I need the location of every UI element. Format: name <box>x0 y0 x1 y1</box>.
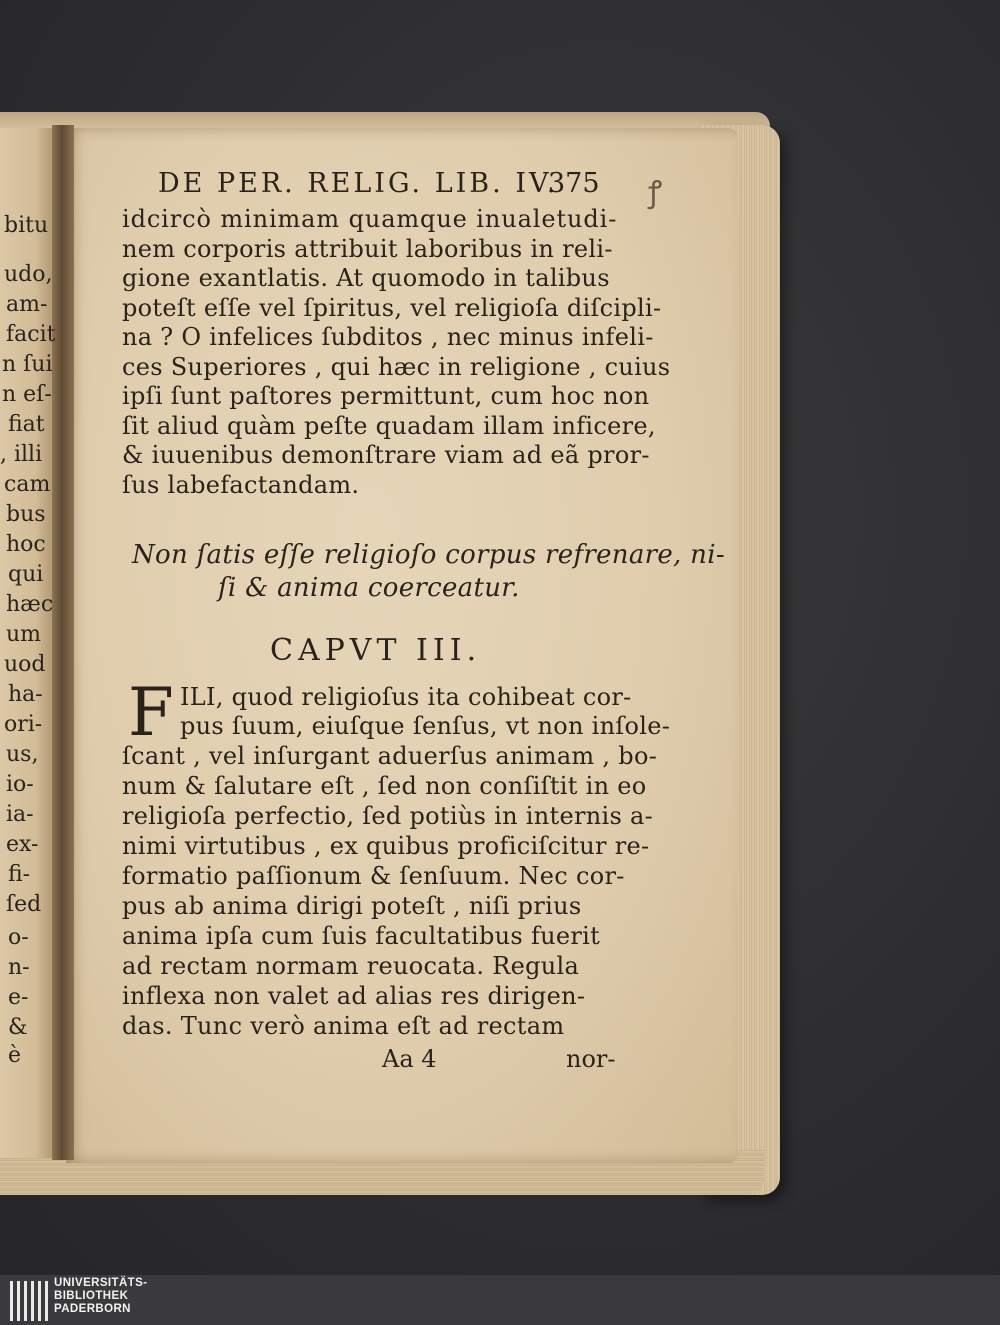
section-heading: ſi & anima coerceatur. <box>218 573 520 603</box>
chapter-title: CAPVT III. <box>270 633 482 668</box>
left-page-fragment: ſed <box>6 892 42 917</box>
body-line: na ? O infelices ſubditos , nec minus infeli- <box>122 323 654 351</box>
left-page-fragment: um <box>6 622 42 647</box>
left-page-fragment: n ſui <box>2 352 53 377</box>
body-line: religioſa perfectio, ſed potiùs in internis a- <box>122 802 654 830</box>
library-name-line: PADERBORN <box>54 1303 131 1315</box>
book-gutter <box>52 125 74 1160</box>
left-page-fragment: o- <box>8 925 29 950</box>
body-line: nimi virtutibus , ex quibus proficiſcitur re- <box>122 832 650 860</box>
left-page-fragment: bitu <box>4 213 49 238</box>
left-page-fragment: io- <box>6 772 34 797</box>
left-page-fragment: & <box>8 1015 28 1040</box>
left-page-fragment: ha- <box>8 682 43 707</box>
left-page-fragment: ori- <box>4 712 43 737</box>
library-name <box>54 1277 147 1316</box>
body-line: ſus labefactandam. <box>122 471 360 499</box>
body-line: num & ſalutare eſt , ſed non conſiſtit in eo <box>122 772 647 800</box>
left-page-fragment: n eſ- <box>2 382 52 407</box>
left-page-fragment: e- <box>8 985 29 1010</box>
left-page-fragment: qui <box>8 562 44 587</box>
body-line: nem corporis attribuit laboribus in reli- <box>122 235 613 263</box>
footer-bar <box>0 1275 1000 1325</box>
left-page-fragment: n- <box>8 955 30 980</box>
pencil-mark-icon: ꝭ <box>648 175 663 210</box>
body-line: ad rectam normam reuocata. Regula <box>122 952 580 980</box>
left-page-fragment: us, <box>6 742 39 767</box>
left-page-fragment: facit <box>6 322 56 347</box>
body-line: ſcant , vel inſurgant aduerſus animam , bo- <box>122 742 658 770</box>
body-line: das. Tunc verò anima eſt ad rectam <box>122 1012 565 1040</box>
left-page-fragment: uod <box>4 652 46 677</box>
body-line: idcircò minimam quamque inualetudi- <box>122 205 618 233</box>
page-number: 375 <box>548 168 600 199</box>
body-line: poteſt eſſe vel ſpiritus, vel religioſa diſcipli- <box>122 294 662 322</box>
body-line: gione exantlatis. At quomodo in talibus <box>122 264 610 292</box>
left-page-fragment: am- <box>6 292 48 317</box>
left-page-fragment: ex- <box>6 832 39 857</box>
library-logo-icon <box>8 1279 48 1323</box>
library-name-line: UNIVERSITÄTS- <box>54 1277 148 1289</box>
body-line: formatio paſſionum & ſenſuum. Nec cor- <box>122 862 625 890</box>
drop-cap: F <box>128 674 174 751</box>
body-line: ILI, quod religioſus ita cohibeat cor- <box>180 683 632 711</box>
left-page-fragment: bus <box>6 502 46 527</box>
left-page-fragment: udo, <box>4 262 53 287</box>
left-page-fragment: , illi <box>0 442 43 467</box>
library-name-line: BIBLIOTHEK <box>54 1290 129 1302</box>
body-line: ces Superiores , qui hæc in religione , cuius <box>122 353 671 381</box>
left-page-fragment: hæc <box>6 592 54 617</box>
body-line: ipſi ſunt paſtores permittunt, cum hoc non <box>122 382 650 410</box>
body-line: anima ipſa cum ſuis facultatibus fuerit <box>122 922 601 950</box>
left-page-fragment: hoc <box>6 532 46 557</box>
body-line: pus ab anima dirigi poteſt , niſi prius <box>122 892 582 920</box>
signature-mark: Aa 4 <box>382 1045 437 1073</box>
body-line: ſit aliud quàm peſte quadam illam inficere, <box>122 412 656 440</box>
left-page-fragment: fiat <box>8 412 45 437</box>
body-line: & iuuenibus demonſtrare viam ad eã pror- <box>122 441 650 469</box>
left-page-fragment: fi- <box>8 862 31 887</box>
section-heading: Non ſatis eſſe religioſo corpus refrenare, ni- <box>132 540 725 570</box>
catchword: nor- <box>566 1045 616 1073</box>
left-page-fragment: ia- <box>6 802 34 827</box>
body-line: inflexa non valet ad alias res dirigen- <box>122 982 586 1010</box>
body-line: pus ſuum, eiuſque ſenſus, vt non inſole- <box>180 712 671 740</box>
running-head: DE PER. RELIG. LIB. IV. <box>158 168 559 199</box>
left-page-fragment: cam <box>4 472 51 497</box>
left-page-fragment: è <box>8 1043 22 1068</box>
